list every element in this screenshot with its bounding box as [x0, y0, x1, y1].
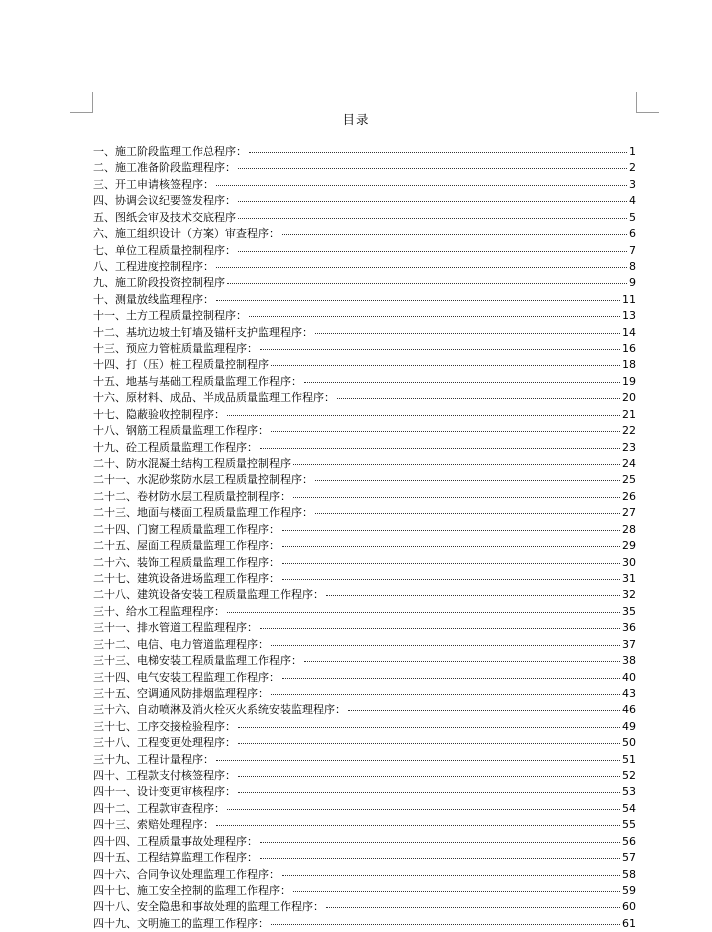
toc-entry-label: 十一、土方工程质量控制程序：	[93, 309, 247, 323]
toc-entry[interactable]	[93, 489, 636, 505]
toc-entry-page-number: 29	[622, 539, 636, 553]
toc-entry-label: 三十五、空调通风防排烟监理程序：	[93, 686, 269, 700]
toc-dot-leader	[271, 431, 620, 432]
toc-entry-label: 二十三、地面与楼面工程质量监理工作程序：	[93, 506, 313, 520]
toc-dot-leader	[348, 710, 620, 711]
toc-entry-page-number: 61	[622, 916, 636, 930]
toc-entry-page-number: 24	[622, 457, 636, 471]
toc-entry[interactable]	[93, 538, 636, 554]
toc-entry-page-number: 7	[629, 243, 636, 257]
toc-dot-leader	[326, 907, 620, 908]
toc-entry-label: 三十八、工程变更处理程序：	[93, 736, 236, 750]
toc-entry[interactable]	[93, 817, 636, 833]
toc-entry-label: 三十七、工序交接检验程序：	[93, 719, 236, 733]
toc-entry-label: 三十三、电梯安装工程质量监理工作程序：	[93, 654, 302, 668]
toc-entry-label: 四十一、设计变更审核程序：	[93, 785, 236, 799]
toc-entry-label: 十四、打（压）桩工程质量控制程序	[93, 358, 269, 372]
toc-dot-leader	[304, 661, 620, 662]
toc-entry[interactable]	[93, 357, 636, 373]
toc-entry-page-number: 27	[622, 506, 636, 520]
toc-entry-page-number: 30	[622, 555, 636, 569]
toc-entry-page-number: 19	[622, 374, 636, 388]
toc-entry-label: 十六、原材料、成品、半成品质量监理工作程序：	[93, 391, 335, 405]
toc-entry-label: 十五、地基与基础工程质量监理工作程序：	[93, 374, 302, 388]
toc-entry-page-number: 56	[622, 834, 636, 848]
toc-entry[interactable]	[93, 555, 636, 571]
toc-dot-leader	[227, 283, 627, 284]
toc-entry[interactable]	[93, 456, 636, 472]
toc-dot-leader	[227, 415, 620, 416]
toc-dot-leader	[282, 234, 627, 235]
toc-entry-label: 五、图纸会审及技术交底程序	[93, 210, 236, 224]
toc-dot-leader	[326, 595, 620, 596]
toc-entry-page-number: 9	[629, 276, 636, 290]
toc-dot-leader	[293, 464, 620, 465]
toc-dot-leader	[282, 530, 620, 531]
toc-entry-label: 十三、预应力管桩质量监理程序：	[93, 342, 258, 356]
toc-entry-label: 四十九、文明施工的监理工作程序：	[93, 916, 269, 930]
toc-entry-label: 八、工程进度控制程序：	[93, 259, 214, 273]
toc-entry-page-number: 43	[622, 686, 636, 700]
toc-entry-label: 三十一、排水管道工程监理程序：	[93, 621, 258, 635]
toc-dot-leader	[282, 579, 620, 580]
toc-dot-leader	[216, 267, 627, 268]
toc-dot-leader	[282, 563, 620, 564]
toc-entry-page-number: 55	[622, 818, 636, 832]
toc-dot-leader	[304, 382, 620, 383]
toc-entry[interactable]	[93, 653, 636, 669]
toc-list	[93, 144, 636, 932]
toc-entry-page-number: 25	[622, 473, 636, 487]
toc-entry-page-number: 6	[629, 227, 636, 241]
toc-dot-leader	[282, 875, 620, 876]
toc-entry-page-number: 2	[629, 161, 636, 175]
toc-entry-label: 十二、基坑边坡土钉墙及锚杆支护监理程序：	[93, 325, 313, 339]
toc-entry[interactable]	[93, 702, 636, 718]
toc-entry-page-number: 21	[622, 407, 636, 421]
toc-entry-page-number: 16	[622, 342, 636, 356]
toc-entry-page-number: 54	[622, 801, 636, 815]
toc-entry-page-number: 26	[622, 489, 636, 503]
toc-entry[interactable]	[93, 752, 636, 768]
toc-entry[interactable]	[93, 899, 636, 915]
toc-entry[interactable]	[93, 883, 636, 899]
toc-entry-label: 四十五、工程结算监理工作程序：	[93, 851, 258, 865]
toc-entry-label: 二十二、卷材防水层工程质量控制程序：	[93, 489, 291, 503]
toc-entry-label: 三、开工申请核签程序：	[93, 177, 214, 191]
toc-dot-leader	[337, 398, 620, 399]
toc-entry[interactable]	[93, 226, 636, 242]
toc-entry-label: 四十八、安全隐患和事故处理的监理工作程序：	[93, 900, 324, 914]
toc-entry-label: 四十、工程款支付核签程序：	[93, 769, 236, 783]
toc-entry-page-number: 18	[622, 358, 636, 372]
toc-entry[interactable]	[93, 243, 636, 259]
toc-entry-label: 四十七、施工安全控制的监理工作程序：	[93, 883, 291, 897]
toc-entry-label: 十、测量放线监理程序：	[93, 292, 214, 306]
toc-entry[interactable]	[93, 308, 636, 324]
toc-entry-page-number: 1	[629, 145, 636, 158]
toc-entry-page-number: 8	[629, 259, 636, 273]
toc-entry[interactable]	[93, 867, 636, 883]
toc-entry[interactable]	[93, 423, 636, 439]
toc-entry[interactable]	[93, 374, 636, 390]
toc-entry[interactable]	[93, 587, 636, 603]
toc-dot-leader	[238, 251, 627, 252]
toc-dot-leader	[227, 809, 620, 810]
toc-entry-page-number: 37	[622, 637, 636, 651]
toc-entry-page-number: 57	[622, 851, 636, 865]
toc-entry-label: 六、施工组织设计（方案）审查程序：	[93, 227, 280, 241]
toc-dot-leader	[293, 497, 620, 498]
toc-entry[interactable]	[93, 735, 636, 751]
toc-entry[interactable]	[93, 686, 636, 702]
toc-entry-label: 二十五、屋面工程质量监理工作程序：	[93, 539, 280, 553]
toc-entry-page-number: 51	[622, 752, 636, 766]
toc-entry-page-number: 35	[622, 604, 636, 618]
toc-dot-leader	[216, 300, 620, 301]
toc-entry[interactable]	[93, 719, 636, 735]
toc-entry-page-number: 11	[622, 292, 636, 306]
toc-entry-page-number: 49	[622, 719, 636, 733]
toc-entry-page-number: 28	[622, 522, 636, 536]
toc-entry-label: 七、单位工程质量控制程序：	[93, 243, 236, 257]
toc-dot-leader	[271, 694, 620, 695]
toc-entry[interactable]	[93, 522, 636, 538]
toc-entry-label: 四十六、合同争议处理监理工作程序：	[93, 867, 280, 881]
toc-dot-leader	[249, 152, 627, 153]
toc-entry-page-number: 5	[629, 210, 636, 224]
toc-entry[interactable]	[93, 440, 636, 456]
toc-entry-label: 十八、钢筋工程质量监理工作程序：	[93, 424, 269, 438]
toc-entry[interactable]	[93, 407, 636, 423]
toc-entry[interactable]	[93, 670, 636, 686]
toc-dot-leader	[216, 760, 620, 761]
toc-dot-leader	[238, 201, 627, 202]
toc-entry[interactable]	[93, 193, 636, 209]
toc-entry-label: 十七、隐蔽验收控制程序：	[93, 407, 225, 421]
toc-entry-label: 二十四、门窗工程质量监理工作程序：	[93, 522, 280, 536]
toc-entry[interactable]	[93, 784, 636, 800]
toc-dot-leader	[238, 792, 620, 793]
toc-entry-label: 三十、给水工程监理程序：	[93, 604, 225, 618]
toc-entry[interactable]	[93, 144, 636, 160]
toc-entry-label: 三十六、自动喷淋及消火栓灭火系统安装监理程序：	[93, 703, 346, 717]
toc-entry-page-number: 58	[622, 867, 636, 881]
toc-entry[interactable]	[93, 834, 636, 850]
toc-dot-leader	[216, 185, 627, 186]
toc-entry-page-number: 32	[622, 588, 636, 602]
toc-entry-label: 十九、砼工程质量监理工作程序：	[93, 440, 258, 454]
toc-entry-label: 三十九、工程计量程序：	[93, 752, 214, 766]
toc-entry[interactable]	[93, 292, 636, 308]
toc-entry-label: 二、施工准备阶段监理程序：	[93, 161, 236, 175]
toc-dot-leader	[238, 168, 627, 169]
toc-entry-page-number: 14	[622, 325, 636, 339]
toc-entry-page-number: 50	[622, 736, 636, 750]
toc-entry-label: 四、协调会议纪要签发程序：	[93, 194, 236, 208]
toc-entry[interactable]	[93, 620, 636, 636]
toc-dot-leader	[216, 825, 620, 826]
toc-entry-page-number: 4	[629, 194, 636, 208]
toc-entry-label: 四十二、工程款审查程序：	[93, 801, 225, 815]
toc-entry[interactable]	[93, 472, 636, 488]
toc-entry-page-number: 23	[622, 440, 636, 454]
toc-dot-leader	[227, 612, 620, 613]
toc-entry[interactable]	[93, 390, 636, 406]
toc-entry[interactable]	[93, 768, 636, 784]
toc-entry-label: 二十一、水泥砂浆防水层工程质量控制程序：	[93, 473, 313, 487]
toc-entry-label: 二十八、建筑设备安装工程质量监理工作程序：	[93, 588, 324, 602]
toc-entry[interactable]	[93, 210, 636, 226]
toc-dot-leader	[260, 349, 620, 350]
toc-entry[interactable]	[93, 160, 636, 176]
toc-entry-page-number: 59	[622, 883, 636, 897]
toc-entry-label: 二十、防水混凝土结构工程质量控制程序	[93, 457, 291, 471]
toc-entry[interactable]	[93, 325, 636, 341]
toc-dot-leader	[293, 891, 620, 892]
toc-entry-label: 二十六、装饰工程质量监理工作程序：	[93, 555, 280, 569]
toc-entry[interactable]	[93, 916, 636, 932]
toc-dot-leader	[271, 645, 620, 646]
toc-dot-leader	[260, 448, 620, 449]
toc-dot-leader	[282, 546, 620, 547]
toc-entry-label: 四十三、索赔处理程序：	[93, 818, 214, 832]
toc-entry-page-number: 40	[622, 670, 636, 684]
toc-entry-page-number: 3	[629, 177, 636, 191]
toc-entry-page-number: 46	[622, 703, 636, 717]
toc-entry-page-number: 38	[622, 654, 636, 668]
toc-entry[interactable]	[93, 604, 636, 620]
toc-dot-leader	[260, 628, 620, 629]
toc-entry-page-number: 36	[622, 621, 636, 635]
toc-dot-leader	[238, 743, 620, 744]
toc-dot-leader	[249, 316, 620, 317]
toc-entry-page-number: 60	[622, 900, 636, 914]
toc-dot-leader	[271, 924, 620, 925]
toc-entry[interactable]	[93, 850, 636, 866]
toc-entry-page-number: 13	[622, 309, 636, 323]
toc-entry-label: 二十七、建筑设备进场监理工作程序：	[93, 571, 280, 585]
toc-dot-leader	[315, 480, 620, 481]
toc-entry-label: 三十二、电信、电力管道监理程序：	[93, 637, 269, 651]
toc-dot-leader	[260, 842, 620, 843]
toc-entry[interactable]	[93, 801, 636, 817]
toc-dot-leader	[282, 678, 620, 679]
toc-entry-page-number: 53	[622, 785, 636, 799]
toc-entry-label: 三十四、电气安装工程监理工作程序：	[93, 670, 280, 684]
toc-dot-leader	[271, 365, 620, 366]
toc-dot-leader	[238, 776, 620, 777]
toc-dot-leader	[315, 333, 620, 334]
toc-entry[interactable]	[93, 177, 636, 193]
toc-dot-leader	[238, 727, 620, 728]
toc-dot-leader	[315, 513, 620, 514]
toc-entry[interactable]	[93, 505, 636, 521]
toc-entry[interactable]	[93, 275, 636, 291]
toc-entry-label: 一、施工阶段监理工作总程序：	[93, 145, 247, 158]
toc-entry-label: 四十四、工程质量事故处理程序：	[93, 834, 258, 848]
toc-entry[interactable]	[93, 637, 636, 653]
toc-entry[interactable]	[93, 259, 636, 275]
toc-dot-leader	[260, 858, 620, 859]
toc-entry-page-number: 22	[622, 424, 636, 438]
toc-entry[interactable]	[93, 571, 636, 587]
toc-title: 目录	[342, 112, 370, 127]
toc-dot-leader	[238, 218, 627, 219]
toc-entry-page-number: 31	[622, 571, 636, 585]
toc-entry-label: 九、施工阶段投资控制程序	[93, 276, 225, 290]
toc-entry[interactable]	[93, 341, 636, 357]
toc-entry-page-number: 52	[622, 769, 636, 783]
toc-entry-page-number: 20	[622, 391, 636, 405]
